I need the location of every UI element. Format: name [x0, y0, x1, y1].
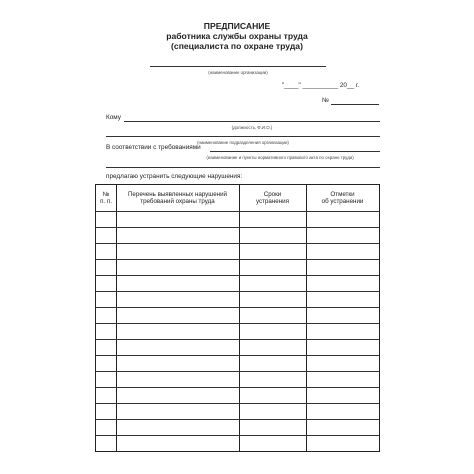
requirements-label: В соответствии с требованиями	[106, 144, 201, 151]
proposal-text: предлагаю устранить следующие нарушения:	[106, 173, 243, 180]
column-header-violations-line-2: требований охраны труда	[140, 198, 215, 206]
column-header-marks-line-2: об устранении	[321, 198, 364, 206]
column-header-deadline	[239, 191, 306, 206]
column-header-number-line-2: п. п.	[100, 198, 112, 206]
table-row[interactable]	[96, 243, 379, 244]
column-divider	[116, 185, 117, 451]
to-caption: (должность, Ф.И.О.)	[231, 125, 273, 130]
requirements-line-2[interactable]	[106, 167, 380, 168]
subdivision-line[interactable]	[106, 136, 380, 137]
number-label: №	[322, 97, 329, 104]
column-header-number	[96, 191, 116, 206]
to-line[interactable]	[124, 121, 380, 122]
requirements-line[interactable]	[210, 151, 380, 152]
document-title: ПРЕДПИСАНИЕ	[203, 21, 271, 31]
column-header-deadline-line-2: устранения	[256, 198, 289, 206]
document-subtitle-line-1: работника службы охраны труда	[166, 31, 308, 41]
to-label: Кому	[106, 114, 121, 121]
table-row[interactable]	[96, 275, 379, 276]
column-header-violations	[116, 191, 239, 206]
organization-line[interactable]	[150, 66, 326, 67]
number-line[interactable]	[331, 104, 379, 105]
table-row[interactable]	[96, 339, 379, 340]
column-header-marks	[306, 191, 379, 206]
table-row[interactable]	[96, 323, 379, 324]
column-header-violations-line-1: Перечень выявленных нарушений	[127, 191, 228, 198]
table-row[interactable]	[96, 403, 379, 404]
violations-table	[95, 184, 380, 452]
table-row[interactable]	[96, 227, 379, 228]
table-row[interactable]	[96, 307, 379, 308]
table-row[interactable]	[96, 419, 379, 420]
table-row[interactable]	[96, 371, 379, 372]
table-row[interactable]	[96, 387, 379, 388]
table-row[interactable]	[96, 435, 379, 436]
column-header-marks-line-1: Отметки	[330, 191, 355, 198]
table-row[interactable]	[96, 259, 379, 260]
column-header-deadline-line-1: Сроки	[263, 191, 282, 198]
organization-caption: (наименование организации)	[208, 70, 268, 75]
column-header-number-line-1: №	[102, 191, 110, 198]
header-divider	[96, 211, 379, 212]
subdivision-caption: (наименование подразделения организации)	[197, 140, 289, 145]
column-divider	[306, 185, 307, 451]
column-divider	[239, 185, 240, 451]
date-line[interactable]: "____" __________ 20__ г.	[282, 82, 360, 89]
table-row[interactable]	[96, 355, 379, 356]
table-row[interactable]	[96, 291, 379, 292]
document-subtitle-line-2: (специалиста по охране труда)	[171, 41, 303, 51]
requirements-caption: (наименование и пункты нормативного правового акта по охране труда)	[206, 155, 354, 160]
